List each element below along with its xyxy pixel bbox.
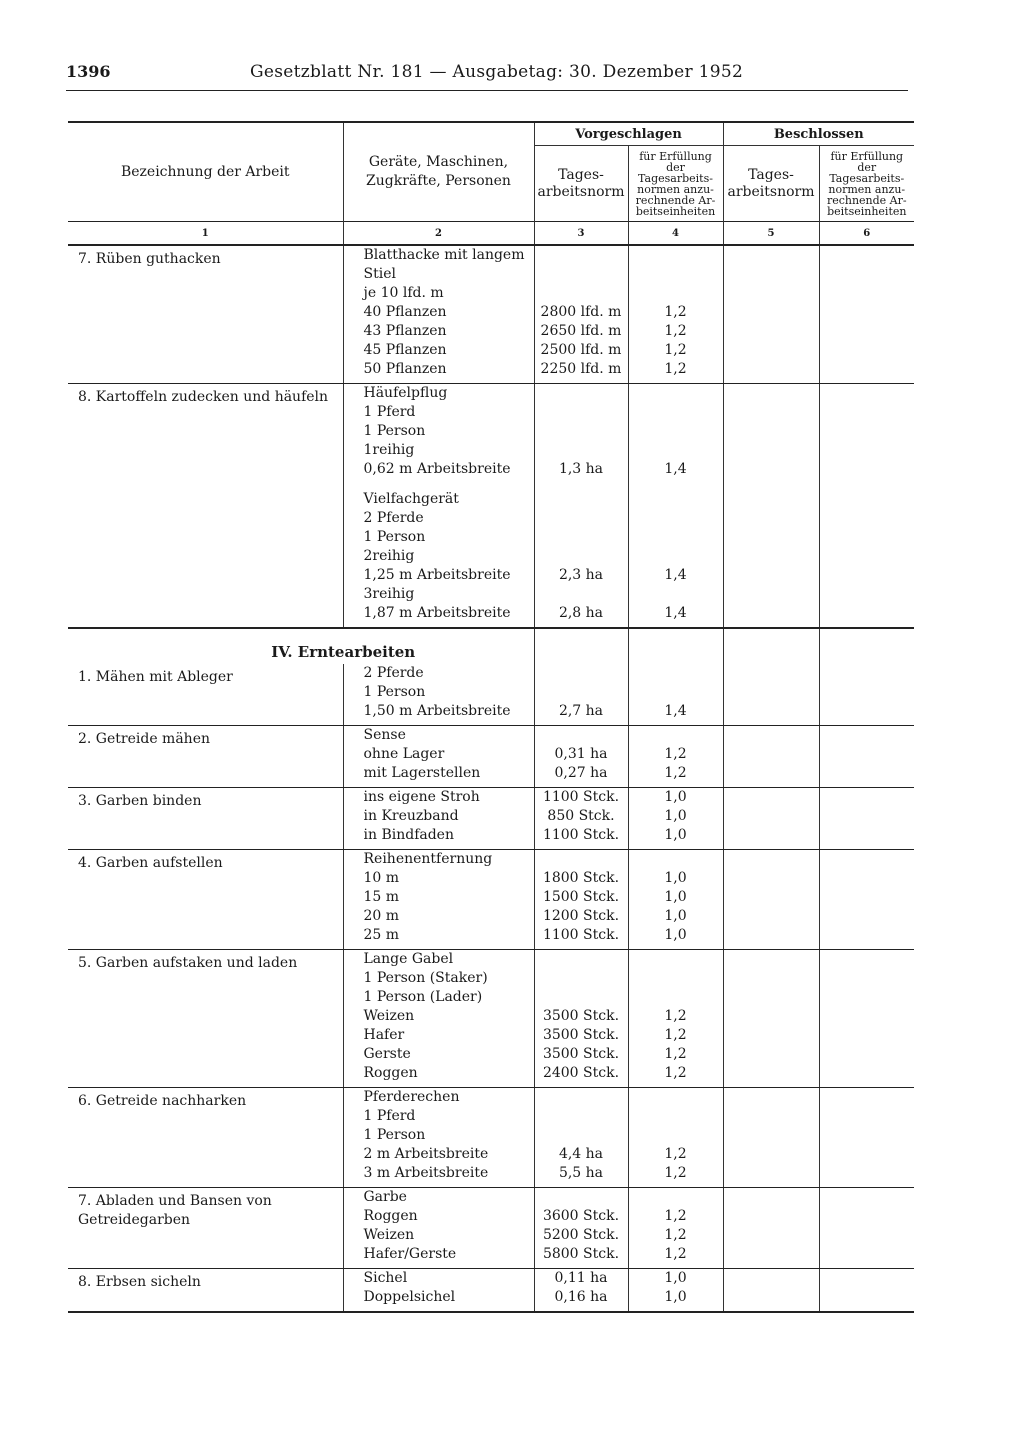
beschlossen-tagesnorm-cell <box>723 245 819 384</box>
tagesnorm-value <box>535 547 628 566</box>
einheiten-value <box>629 585 723 604</box>
col-header-einheiten-vorgeschlagen: für Erfüllung der Tagesarbeits-normen anzu-rechnende Ar-beitseinheiten <box>628 146 723 222</box>
beschlossen-einheiten-cell <box>819 850 914 950</box>
running-head: Gesetzblatt Nr. 181 — Ausgabetag: 30. Dezember 1952 <box>250 62 744 82</box>
beschlossen-einheiten-cell <box>819 726 914 788</box>
einheiten-value: 1,2 <box>664 765 687 781</box>
tagesnorm-value: 2400 Stck. <box>542 1065 620 1081</box>
beschlossen-einheiten-cell <box>819 950 914 1088</box>
equipment-text: in Bindfaden <box>363 827 454 843</box>
tagesnorm-cell <box>534 384 628 629</box>
einheiten-value: 1,4 <box>664 461 687 477</box>
tagesnorm-value: 5200 Stck. <box>542 1227 620 1243</box>
einheiten-cell <box>628 1088 723 1188</box>
tagesnorm-value <box>535 384 628 403</box>
einheiten-value: 1,0 <box>664 1289 687 1305</box>
equipment-text: 1,50 m Arbeitsbreite <box>363 703 511 719</box>
beschlossen-tagesnorm-cell <box>723 664 819 726</box>
equipment-text: je 10 lfd. m <box>363 285 444 301</box>
einheiten-value: 1,0 <box>664 870 687 886</box>
einheiten-value: 1,2 <box>664 1227 687 1243</box>
einheiten-value <box>629 384 723 403</box>
tagesnorm-value: 1800 Stck. <box>542 870 620 886</box>
equipment-text: 40 Pflanzen <box>363 304 447 320</box>
equipment-text: 1 Pferd <box>363 1108 416 1124</box>
equipment-text: in Kreuzband <box>363 808 459 824</box>
tagesnorm-value: 1200 Stck. <box>542 908 620 924</box>
equipment-text: 15 m <box>363 889 400 905</box>
einheiten-cell <box>628 1188 723 1269</box>
tagesnorm-cell <box>534 1188 628 1269</box>
equipment-text: Gerste <box>363 1046 411 1062</box>
tagesnorm-value: 4,4 ha <box>558 1146 604 1162</box>
tagesnorm-value: 2500 lfd. m <box>540 342 622 358</box>
equipment-text: 1,25 m Arbeitsbreite <box>363 567 511 583</box>
table-row <box>68 664 914 726</box>
work-name-cell <box>68 664 343 726</box>
beschlossen-einheiten-cell <box>819 664 914 726</box>
beschlossen-tagesnorm-cell <box>723 950 819 1088</box>
equipment-text: Roggen <box>363 1065 418 1081</box>
equipment-text: 43 Pflanzen <box>363 323 447 339</box>
beschlossen-tagesnorm-cell <box>723 726 819 788</box>
einheiten-value: 1,2 <box>664 1208 687 1224</box>
norms-table <box>68 121 914 1313</box>
einheiten-value: 1,4 <box>664 567 687 583</box>
einheiten-value: 1,2 <box>664 1046 687 1062</box>
einheiten-value: 1,0 <box>664 827 687 843</box>
work-name: 8. Kartoffeln zudecken und häufeln <box>78 389 329 405</box>
tagesnorm-value: 3500 Stck. <box>542 1008 620 1024</box>
tagesnorm-value: 0,11 ha <box>554 1270 608 1286</box>
tagesnorm-cell <box>534 950 628 1088</box>
tagesnorm-cell <box>534 664 628 726</box>
equipment-text: 25 m <box>363 927 400 943</box>
tagesnorm-value: 850 Stck. <box>547 808 615 824</box>
equipment-text: 1 Person <box>363 684 426 700</box>
header-rule <box>66 90 908 91</box>
work-name-cell <box>68 1088 343 1188</box>
equipment-text: 50 Pflanzen <box>363 361 447 377</box>
einheiten-value <box>629 509 723 528</box>
equipment-text: Reihenentfernung <box>363 851 493 867</box>
equipment-text: 1 Person <box>363 1127 426 1143</box>
work-name: 2. Getreide mähen <box>78 731 210 747</box>
einheiten-value: 1,0 <box>664 808 687 824</box>
equipment-text: 1reihig <box>363 442 415 458</box>
equipment-text: 2 m Arbeitsbreite <box>363 1146 489 1162</box>
equipment-cell <box>343 1188 534 1269</box>
einheiten-value <box>629 528 723 547</box>
tagesnorm-value: 3600 Stck. <box>542 1208 620 1224</box>
equipment-text: 3reihig <box>363 586 415 602</box>
equipment-cell <box>343 788 534 850</box>
tagesnorm-value: 5,5 ha <box>558 1165 604 1181</box>
einheiten-value <box>629 547 723 566</box>
tagesnorm-cell <box>534 245 628 384</box>
tagesnorm-value: 1500 Stck. <box>542 889 620 905</box>
einheiten-value <box>629 441 723 460</box>
work-name: 3. Garben binden <box>78 793 202 809</box>
work-name-cell <box>68 950 343 1088</box>
tagesnorm-value: 0,31 ha <box>554 746 608 762</box>
equipment-text: 2 Pferde <box>363 510 424 526</box>
einheiten-value <box>629 683 723 702</box>
equipment-text: 3 m Arbeitsbreite <box>363 1165 489 1181</box>
einheiten-value: 1,2 <box>664 746 687 762</box>
einheiten-value: 1,2 <box>664 1065 687 1081</box>
einheiten-value: 1,2 <box>664 1027 687 1043</box>
einheiten-value <box>629 850 723 869</box>
tagesnorm-value <box>535 403 628 422</box>
work-name: 4. Garben aufstellen <box>78 855 223 871</box>
equipment-cell <box>343 1269 534 1313</box>
tagesnorm-value: 2,7 ha <box>558 703 604 719</box>
einheiten-value: 1,2 <box>664 1146 687 1162</box>
einheiten-value <box>629 284 723 303</box>
equipment-text: Weizen <box>363 1227 415 1243</box>
col-header-bezeichnung: Bezeichnung der Arbeit <box>68 122 343 222</box>
beschlossen-einheiten-cell <box>819 1088 914 1188</box>
tagesnorm-value <box>535 490 628 509</box>
einheiten-value <box>629 1126 723 1145</box>
col-header-beschlossen: Beschlossen <box>723 122 914 146</box>
equipment-cell <box>343 245 534 384</box>
table-row <box>68 245 914 384</box>
equipment-text: Sense <box>363 727 406 743</box>
work-name: 5. Garben aufstaken und laden <box>78 955 298 971</box>
table-body-cultivation <box>68 245 914 628</box>
col-number: 3 <box>534 222 628 246</box>
equipment-text: Doppelsichel <box>363 1289 456 1305</box>
section-heading-erntearbeiten: IV. Erntearbeiten <box>271 643 416 661</box>
tagesnorm-value <box>535 988 628 1007</box>
einheiten-value: 1,0 <box>664 889 687 905</box>
equipment-cell <box>343 1088 534 1188</box>
equipment-text: mit Lagerstellen <box>363 765 481 781</box>
einheiten-value <box>629 969 723 988</box>
equipment-text: Roggen <box>363 1208 418 1224</box>
einheiten-cell <box>628 1269 723 1313</box>
tagesnorm-value: 2,3 ha <box>558 567 604 583</box>
einheiten-value: 1,2 <box>664 361 687 377</box>
einheiten-value <box>629 1107 723 1126</box>
equipment-text: Sichel <box>363 1270 408 1286</box>
equipment-text: 2reihig <box>363 548 415 564</box>
tagesnorm-value: 5800 Stck. <box>542 1246 620 1262</box>
einheiten-cell <box>628 788 723 850</box>
beschlossen-einheiten-cell <box>819 1269 914 1313</box>
beschlossen-tagesnorm-cell <box>723 1188 819 1269</box>
work-name: 7. Abladen und Bansen von Getreidegarben <box>78 1193 272 1228</box>
beschlossen-einheiten-cell <box>819 384 914 629</box>
equipment-text: ins eigene Stroh <box>363 789 480 805</box>
einheiten-value: 1,0 <box>664 908 687 924</box>
work-name-cell <box>68 788 343 850</box>
einheiten-value: 1,2 <box>664 342 687 358</box>
table-row <box>68 726 914 788</box>
einheiten-value <box>629 726 723 745</box>
tagesnorm-value <box>535 585 628 604</box>
table-body-harvest <box>68 664 914 1312</box>
beschlossen-einheiten-cell <box>819 788 914 850</box>
col-header-geraete: Geräte, Maschinen, Zugkräfte, Personen <box>343 122 534 222</box>
col-number: 2 <box>343 222 534 246</box>
page-number: 1396 <box>66 62 111 81</box>
tagesnorm-value <box>535 850 628 869</box>
tagesnorm-value <box>535 509 628 528</box>
beschlossen-tagesnorm-cell <box>723 788 819 850</box>
table-row <box>68 1188 914 1269</box>
tagesnorm-value: 2,8 ha <box>558 605 604 621</box>
equipment-text: 1 Person (Lader) <box>363 989 483 1005</box>
einheiten-value: 1,0 <box>664 1270 687 1286</box>
einheiten-cell <box>628 245 723 384</box>
work-name: 7. Rüben guthacken <box>78 251 221 267</box>
beschlossen-tagesnorm-cell <box>723 1269 819 1313</box>
einheiten-value: 1,0 <box>664 789 687 805</box>
work-name-cell <box>68 1188 343 1269</box>
einheiten-value <box>629 246 723 284</box>
einheiten-value: 1,0 <box>664 927 687 943</box>
table-body-section-heading <box>68 628 914 664</box>
equipment-text: 20 m <box>363 908 400 924</box>
table-row <box>68 950 914 1088</box>
einheiten-value <box>629 950 723 969</box>
tagesnorm-value: 2250 lfd. m <box>540 361 622 377</box>
work-name: 6. Getreide nachharken <box>78 1093 247 1109</box>
table-row <box>68 788 914 850</box>
beschlossen-tagesnorm-cell <box>723 1088 819 1188</box>
einheiten-cell <box>628 664 723 726</box>
col-header-tagesnorm-beschlossen: Tages-arbeitsnorm <box>723 146 819 222</box>
equipment-cell <box>343 950 534 1088</box>
beschlossen-tagesnorm-cell <box>723 384 819 629</box>
tagesnorm-value: 3500 Stck. <box>542 1046 620 1062</box>
equipment-cell <box>343 384 534 629</box>
equipment-text: Blatthacke mit langem Stiel <box>363 247 525 282</box>
tagesnorm-cell <box>534 726 628 788</box>
einheiten-value: 1,4 <box>664 703 687 719</box>
einheiten-value: 1,4 <box>664 605 687 621</box>
equipment-text: Lange Gabel <box>363 951 454 967</box>
tagesnorm-value <box>535 683 628 702</box>
einheiten-value: 1,2 <box>664 323 687 339</box>
tagesnorm-value <box>535 1126 628 1145</box>
einheiten-cell <box>628 726 723 788</box>
einheiten-value <box>629 490 723 509</box>
tagesnorm-value: 2800 lfd. m <box>540 304 622 320</box>
col-number: 6 <box>819 222 914 246</box>
equipment-cell <box>343 664 534 726</box>
equipment-text: 1 Pferd <box>363 404 416 420</box>
tagesnorm-value <box>535 284 628 303</box>
equipment-text: Weizen <box>363 1008 415 1024</box>
tagesnorm-value: 3500 Stck. <box>542 1027 620 1043</box>
tagesnorm-value <box>535 1188 628 1207</box>
tagesnorm-value: 1,3 ha <box>558 461 604 477</box>
equipment-text: Pferderechen <box>363 1089 460 1105</box>
tagesnorm-value <box>535 726 628 745</box>
einheiten-value <box>629 1088 723 1107</box>
tagesnorm-value <box>535 441 628 460</box>
einheiten-value: 1,2 <box>664 1008 687 1024</box>
tagesnorm-value: 0,27 ha <box>554 765 608 781</box>
table-row <box>68 1269 914 1313</box>
tagesnorm-cell <box>534 788 628 850</box>
col-number: 1 <box>68 222 343 246</box>
einheiten-cell <box>628 850 723 950</box>
work-name-cell <box>68 1269 343 1313</box>
equipment-cell <box>343 850 534 950</box>
tagesnorm-cell <box>534 1269 628 1313</box>
col-number: 4 <box>628 222 723 246</box>
einheiten-cell <box>628 950 723 1088</box>
equipment-cell <box>343 726 534 788</box>
work-name: 1. Mähen mit Ableger <box>78 669 233 685</box>
tagesnorm-value <box>535 1088 628 1107</box>
einheiten-value: 1,2 <box>664 1165 687 1181</box>
einheiten-value <box>629 664 723 683</box>
equipment-text: 1 Person <box>363 423 426 439</box>
equipment-text: ohne Lager <box>363 746 445 762</box>
work-name-cell <box>68 384 343 629</box>
einheiten-value: 1,2 <box>664 1246 687 1262</box>
equipment-text: 1 Person <box>363 529 426 545</box>
tagesnorm-value <box>535 969 628 988</box>
norms-table-wrapper <box>68 121 914 1313</box>
table-row <box>68 1088 914 1188</box>
equipment-text: 0,62 m Arbeitsbreite <box>363 461 511 477</box>
einheiten-value <box>629 422 723 441</box>
col-header-vorgeschlagen: Vorgeschlagen <box>534 122 723 146</box>
tagesnorm-cell <box>534 850 628 950</box>
equipment-text: 45 Pflanzen <box>363 342 447 358</box>
equipment-text: 2 Pferde <box>363 665 424 681</box>
equipment-text: Hafer <box>363 1027 405 1043</box>
tagesnorm-value <box>535 664 628 683</box>
tagesnorm-value <box>535 1107 628 1126</box>
table-row <box>68 850 914 950</box>
beschlossen-einheiten-cell <box>819 245 914 384</box>
col-number: 5 <box>723 222 819 246</box>
work-name-cell <box>68 726 343 788</box>
beschlossen-einheiten-cell <box>819 1188 914 1269</box>
tagesnorm-value: 2650 lfd. m <box>540 323 622 339</box>
tagesnorm-value: 1100 Stck. <box>542 789 620 805</box>
equipment-text: Häufelpflug <box>363 385 448 401</box>
einheiten-value <box>629 403 723 422</box>
tagesnorm-value <box>535 950 628 969</box>
work-name-cell <box>68 850 343 950</box>
tagesnorm-value: 1100 Stck. <box>542 927 620 943</box>
work-name: 8. Erbsen sicheln <box>78 1274 201 1290</box>
equipment-text: Garbe <box>363 1189 407 1205</box>
equipment-text: Vielfachgerät <box>363 491 459 507</box>
tagesnorm-value <box>535 528 628 547</box>
equipment-text: Hafer/Gerste <box>363 1246 457 1262</box>
beschlossen-tagesnorm-cell <box>723 850 819 950</box>
einheiten-value <box>629 988 723 1007</box>
einheiten-value: 1,2 <box>664 304 687 320</box>
table-row <box>68 384 914 629</box>
tagesnorm-value: 0,16 ha <box>554 1289 608 1305</box>
einheiten-cell <box>628 384 723 629</box>
einheiten-value <box>629 1188 723 1207</box>
tagesnorm-value <box>535 422 628 441</box>
tagesnorm-cell <box>534 1088 628 1188</box>
equipment-text: 1,87 m Arbeitsbreite <box>363 605 511 621</box>
col-header-einheiten-beschlossen: für Erfüllung der Tagesarbeits-normen anzu-rechnende Ar-beitseinheiten <box>819 146 914 222</box>
col-header-tagesnorm-vorgeschlagen: Tages-arbeitsnorm <box>534 146 628 222</box>
equipment-text: 1 Person (Staker) <box>363 970 488 986</box>
tagesnorm-value <box>535 246 628 284</box>
equipment-text: 10 m <box>363 870 400 886</box>
tagesnorm-value: 1100 Stck. <box>542 827 620 843</box>
work-name-cell <box>68 245 343 384</box>
